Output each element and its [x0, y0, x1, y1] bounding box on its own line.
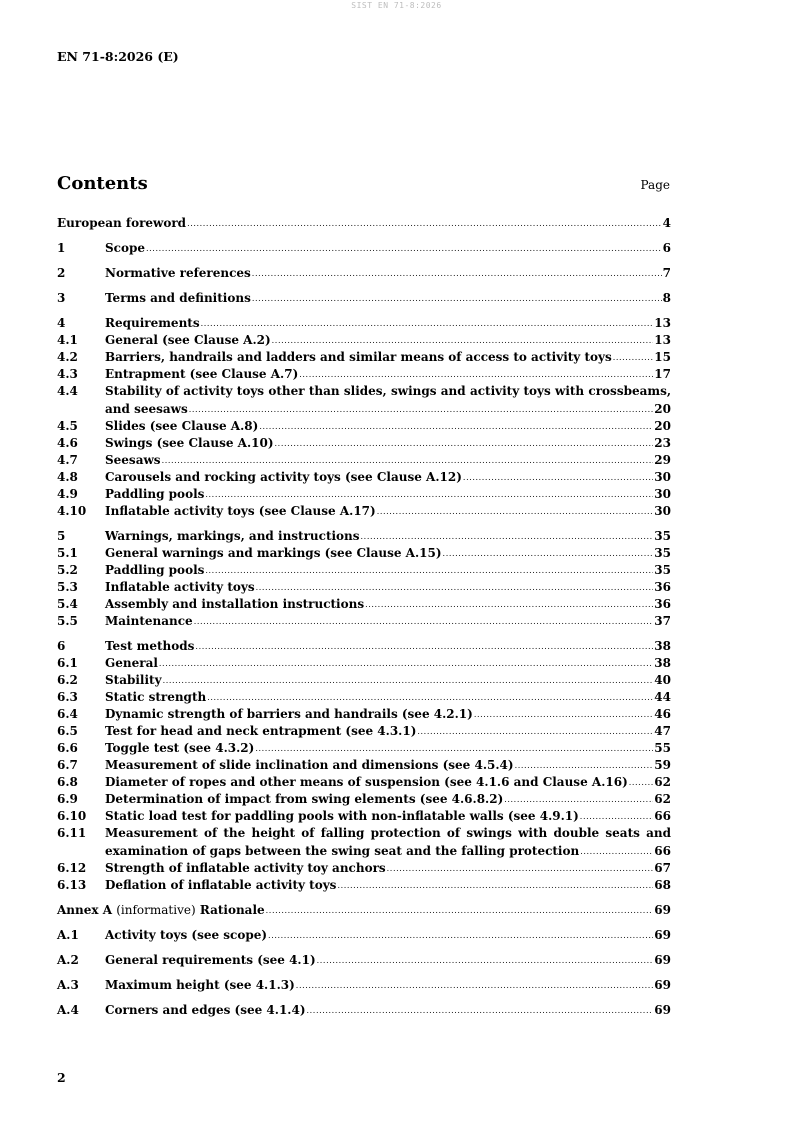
- toc-entry-number: 4.6: [57, 436, 78, 450]
- toc-entry-page: 6: [662, 241, 671, 255]
- toc-entry-number: 4.1: [57, 333, 78, 347]
- toc-entry[interactable]: [57, 366, 671, 383]
- toc-entry-number: A.1: [57, 928, 79, 942]
- toc-entry-title: Requirements: [105, 316, 200, 330]
- toc-entry[interactable]: [57, 791, 671, 808]
- toc-entry[interactable]: [57, 952, 671, 969]
- toc-dot-leader: [255, 739, 653, 757]
- toc-entry[interactable]: [57, 469, 671, 486]
- toc-entry[interactable]: [57, 528, 671, 545]
- toc-entry-page: 23: [654, 436, 671, 450]
- toc-entry[interactable]: [57, 672, 671, 689]
- toc-entry-page: 69: [654, 1003, 671, 1017]
- toc-dot-leader: [195, 637, 653, 655]
- toc-dot-leader: [307, 1001, 654, 1019]
- toc-entry-title: Strength of inflatable activity toy anchors: [105, 861, 386, 875]
- toc-entry-page: 13: [654, 316, 671, 330]
- toc-dot-leader: [146, 239, 662, 257]
- toc-entry-number: 4.10: [57, 504, 87, 518]
- toc-entry-page: 30: [654, 470, 671, 484]
- toc-entry-number: 5.3: [57, 580, 78, 594]
- toc-dot-leader: [256, 578, 654, 596]
- toc-dot-leader: [205, 561, 653, 579]
- toc-dot-leader: [474, 705, 653, 723]
- toc-entry-number: 4: [57, 316, 66, 330]
- toc-entry-number: 4.3: [57, 367, 78, 381]
- toc-entry-title-line1: Measurement of the height of falling protection of swings with double seats and: [105, 826, 671, 840]
- toc-entry-number: 4.7: [57, 453, 78, 467]
- toc-entry-page: 40: [654, 673, 671, 687]
- toc-entry-title: Maintenance: [105, 614, 193, 628]
- toc-entry[interactable]: [57, 545, 671, 562]
- toc-entry-number: 6.3: [57, 690, 78, 704]
- toc-entry-title: Static strength: [105, 690, 207, 704]
- toc-entry-page: 69: [654, 903, 671, 917]
- toc-dot-leader: [317, 951, 654, 969]
- toc-entry-page: 55: [654, 741, 671, 755]
- toc-entry-number: 4.2: [57, 350, 78, 364]
- toc-dot-leader: [252, 289, 662, 307]
- toc-entry-number: A.2: [57, 953, 79, 967]
- toc-entry[interactable]: [57, 596, 671, 613]
- toc-entry-page: 44: [654, 690, 671, 704]
- toc-dot-leader: [194, 612, 654, 630]
- toc-entry[interactable]: [57, 613, 671, 630]
- toc-entry-number: 6.7: [57, 758, 78, 772]
- toc-entry-title: Activity toys (see scope): [105, 928, 268, 942]
- page-number: 2: [57, 1070, 66, 1085]
- toc-dot-leader: [187, 214, 662, 232]
- toc-entry-title: Measurement of slide inclination and dimensions (see 4.5.4): [105, 758, 514, 772]
- toc-annex-heading: [57, 902, 265, 919]
- toc-dot-leader: [296, 976, 654, 994]
- toc-dot-leader: [337, 876, 653, 894]
- toc-entry-page: 7: [662, 266, 671, 280]
- toc-entry[interactable]: [57, 240, 671, 257]
- toc-entry-page: 17: [654, 367, 671, 381]
- toc-entry-page: 37: [654, 614, 671, 628]
- toc-entry-number: 4.5: [57, 419, 78, 433]
- toc-entry-title: European foreword: [57, 216, 187, 230]
- toc-entry[interactable]: [57, 435, 671, 452]
- toc-dot-leader: [162, 451, 654, 469]
- toc-entry-title: General (see Clause A.2): [105, 333, 271, 347]
- toc-entry-page: 36: [654, 597, 671, 611]
- toc-entry-number: 4.9: [57, 487, 78, 501]
- toc-entry-page: 59: [654, 758, 671, 772]
- toc-dot-leader: [207, 688, 653, 706]
- toc-entry[interactable]: [57, 808, 671, 825]
- toc-entry-page: 8: [662, 291, 671, 305]
- toc-entry-title: Paddling pools: [105, 487, 205, 501]
- toc-entry-title: Diameter of ropes and other means of suspension (see 4.1.6 and Clause A.16): [105, 775, 628, 789]
- toc-entry-page: 13: [654, 333, 671, 347]
- toc-dot-leader: [365, 595, 653, 613]
- toc-entry-number: 5.2: [57, 563, 78, 577]
- toc-dot-leader: [387, 859, 654, 877]
- toc-entry[interactable]: [57, 1002, 671, 1019]
- annex-type: (informative): [116, 903, 196, 917]
- toc-entry[interactable]: [57, 215, 671, 232]
- toc-entry-number: 6.13: [57, 878, 87, 892]
- toc-entry-page: 66: [654, 809, 671, 823]
- toc-entry-page: 67: [654, 861, 671, 875]
- toc-entry-page: 62: [654, 775, 671, 789]
- toc-entry-page: 47: [654, 724, 671, 738]
- toc-entry[interactable]: [57, 877, 671, 894]
- toc-dot-leader: [163, 671, 654, 689]
- toc-entry-page: 46: [654, 707, 671, 721]
- toc-entry-number: 4.8: [57, 470, 78, 484]
- toc-entry[interactable]: [57, 723, 671, 740]
- toc-dot-leader: [515, 756, 654, 774]
- toc-entry-number: 6.4: [57, 707, 78, 721]
- toc-entry-title: Inflatable activity toys: [105, 580, 255, 594]
- toc-entry-title: Maximum height (see 4.1.3): [105, 978, 295, 992]
- toc-entry-page: 36: [654, 580, 671, 594]
- toc-dot-leader: [272, 331, 654, 349]
- toc-dot-leader: [259, 417, 653, 435]
- contents-heading: Contents: [57, 173, 148, 194]
- toc-entry-title-line1: Stability of activity toys other than slides, swings and activity toys with crossbeams,: [105, 384, 671, 398]
- toc-entry[interactable]: [57, 383, 671, 418]
- toc-entry-title: Test for head and neck entrapment (see 4.3.1): [105, 724, 417, 738]
- toc-dot-leader: [580, 807, 654, 825]
- toc-entry[interactable]: [57, 562, 671, 579]
- toc-entry[interactable]: [57, 740, 671, 757]
- toc-dot-leader: [629, 773, 654, 791]
- toc-entry-title: General requirements (see 4.1): [105, 953, 316, 967]
- toc-entry-title: Entrapment (see Clause A.7): [105, 367, 299, 381]
- toc-entry[interactable]: [57, 774, 671, 791]
- toc-entry-number: 6.9: [57, 792, 78, 806]
- toc-entry-title: Toggle test (see 4.3.2): [105, 741, 255, 755]
- toc-dot-leader: [252, 264, 662, 282]
- toc-entry-page: 20: [654, 419, 671, 433]
- toc-entry-number: 5.5: [57, 614, 78, 628]
- toc-dot-leader: [504, 790, 653, 808]
- toc-dot-leader: [205, 485, 653, 503]
- toc-entry-page: 29: [654, 453, 671, 467]
- toc-entry-page: 69: [654, 953, 671, 967]
- toc-dot-leader: [377, 502, 654, 520]
- toc-entry-page: 35: [654, 529, 671, 543]
- toc-entry-number: 6.2: [57, 673, 78, 687]
- toc-entry-page: 68: [654, 878, 671, 892]
- toc-entry-number: 2: [57, 266, 66, 280]
- toc-entry-number: A.3: [57, 978, 79, 992]
- toc-dot-leader: [417, 722, 653, 740]
- toc-entry-number: 6.11: [57, 826, 87, 840]
- toc-entry[interactable]: [57, 655, 671, 672]
- toc-entry[interactable]: [57, 452, 671, 469]
- toc-entry-title: Static load test for paddling pools with non-inflatable walls (see 4.9.1): [105, 809, 579, 823]
- toc-dot-leader: [268, 926, 653, 944]
- toc-entry-page: 30: [654, 504, 671, 518]
- toc-dot-leader: [189, 400, 654, 418]
- toc-entry[interactable]: [57, 418, 671, 435]
- toc-entry[interactable]: [57, 290, 671, 307]
- toc-entry-number: 6.10: [57, 809, 87, 823]
- toc-entry[interactable]: [57, 579, 671, 596]
- toc-entry-page: 20: [654, 402, 671, 416]
- toc-entry-title: Paddling pools: [105, 563, 205, 577]
- toc-entry-number: 5.1: [57, 546, 78, 560]
- toc-entry-number: 4.4: [57, 384, 78, 398]
- toc-entry-title: Barriers, handrails and ladders and similar means of access to activity toys: [105, 350, 612, 364]
- toc-entry-number: 5: [57, 529, 66, 543]
- toc-entry[interactable]: [57, 638, 671, 655]
- toc-entry[interactable]: [57, 860, 671, 877]
- toc-entry-title: Swings (see Clause A.10): [105, 436, 274, 450]
- toc-entry-page: 66: [654, 844, 671, 858]
- toc-dot-leader: [299, 365, 653, 383]
- toc-entry[interactable]: [57, 706, 671, 723]
- toc-dot-leader: [361, 527, 654, 545]
- toc-entry[interactable]: [57, 902, 671, 919]
- toc-entry-title-continued: and seesaws: [105, 402, 188, 416]
- toc-entry-title-line2: [105, 400, 671, 418]
- toc-entry-title: General warnings and markings (see Clause A.15): [105, 546, 442, 560]
- toc-entry-page: 4: [662, 216, 671, 230]
- toc-entry[interactable]: [57, 825, 671, 860]
- toc-entry-page: 38: [654, 656, 671, 670]
- toc-entry-title-line2: [105, 842, 671, 860]
- toc-entry-title: Terms and definitions: [105, 291, 251, 305]
- toc-dot-leader: [613, 348, 654, 366]
- toc-entry-title: Corners and edges (see 4.1.4): [105, 1003, 306, 1017]
- toc-entry-number: 6.1: [57, 656, 78, 670]
- toc-entry-number: A.4: [57, 1003, 79, 1017]
- toc-entry-number: 6: [57, 639, 66, 653]
- toc-entry-title: Rationale: [199, 903, 265, 917]
- toc-entry-title: Warnings, markings, and instructions: [105, 529, 360, 543]
- toc-entry-number: 6.6: [57, 741, 78, 755]
- toc-entry-title: Slides (see Clause A.8): [105, 419, 259, 433]
- toc-entry-page: 35: [654, 546, 671, 560]
- toc-entry-title: Inflatable activity toys (see Clause A.17): [105, 504, 376, 518]
- page-column-label: Page: [640, 178, 670, 192]
- toc-dot-leader: [463, 468, 653, 486]
- toc-entry-title-continued: examination of gaps between the swing seat and the falling protection: [105, 844, 580, 858]
- toc-entry-title: Dynamic strength of barriers and handrails (see 4.2.1): [105, 707, 473, 721]
- toc-entry-title: Test methods: [105, 639, 195, 653]
- toc-entry-title: General: [105, 656, 158, 670]
- toc-entry-title: Deflation of inflatable activity toys: [105, 878, 337, 892]
- toc-entry-number: 5.4: [57, 597, 78, 611]
- toc-entry-title: Stability: [105, 673, 162, 687]
- toc-entry[interactable]: [57, 265, 671, 282]
- toc-entry[interactable]: [57, 977, 671, 994]
- toc-entry[interactable]: [57, 486, 671, 503]
- document-id: EN 71-8:2026 (E): [57, 49, 179, 64]
- table-of-contents: [57, 215, 671, 1019]
- toc-entry[interactable]: [57, 315, 671, 332]
- toc-entry-title: Seesaws: [105, 453, 161, 467]
- toc-dot-leader: [580, 842, 653, 860]
- toc-dot-leader: [443, 544, 654, 562]
- toc-entry-page: 38: [654, 639, 671, 653]
- toc-entry-number: 1: [57, 241, 66, 255]
- toc-entry-number: 6.8: [57, 775, 78, 789]
- watermark: SIST EN 71-8:2026: [351, 1, 442, 10]
- toc-entry-title: Scope: [105, 241, 146, 255]
- toc-entry[interactable]: [57, 332, 671, 349]
- toc-entry-page: 69: [654, 978, 671, 992]
- toc-entry-number: 6.12: [57, 861, 87, 875]
- toc-entry[interactable]: [57, 503, 671, 520]
- toc-entry-title: Determination of impact from swing elements (see 4.6.8.2): [105, 792, 504, 806]
- annex-label: Annex A: [57, 903, 113, 917]
- toc-entry[interactable]: [57, 927, 671, 944]
- toc-dot-leader: [275, 434, 654, 452]
- toc-entry-page: 15: [654, 350, 671, 364]
- toc-entry[interactable]: [57, 757, 671, 774]
- toc-entry-number: 3: [57, 291, 66, 305]
- toc-entry-title: Normative references: [105, 266, 251, 280]
- toc-entry[interactable]: [57, 349, 671, 366]
- toc-dot-leader: [266, 901, 654, 919]
- toc-entry-page: 69: [654, 928, 671, 942]
- toc-entry-number: 6.5: [57, 724, 78, 738]
- toc-entry-page: 62: [654, 792, 671, 806]
- toc-entry-page: 30: [654, 487, 671, 501]
- toc-dot-leader: [201, 314, 654, 332]
- toc-entry-title: Assembly and installation instructions: [105, 597, 365, 611]
- toc-entry-page: 35: [654, 563, 671, 577]
- toc-dot-leader: [159, 654, 653, 672]
- toc-entry[interactable]: [57, 689, 671, 706]
- toc-entry-title: Carousels and rocking activity toys (see Clause A.12): [105, 470, 462, 484]
